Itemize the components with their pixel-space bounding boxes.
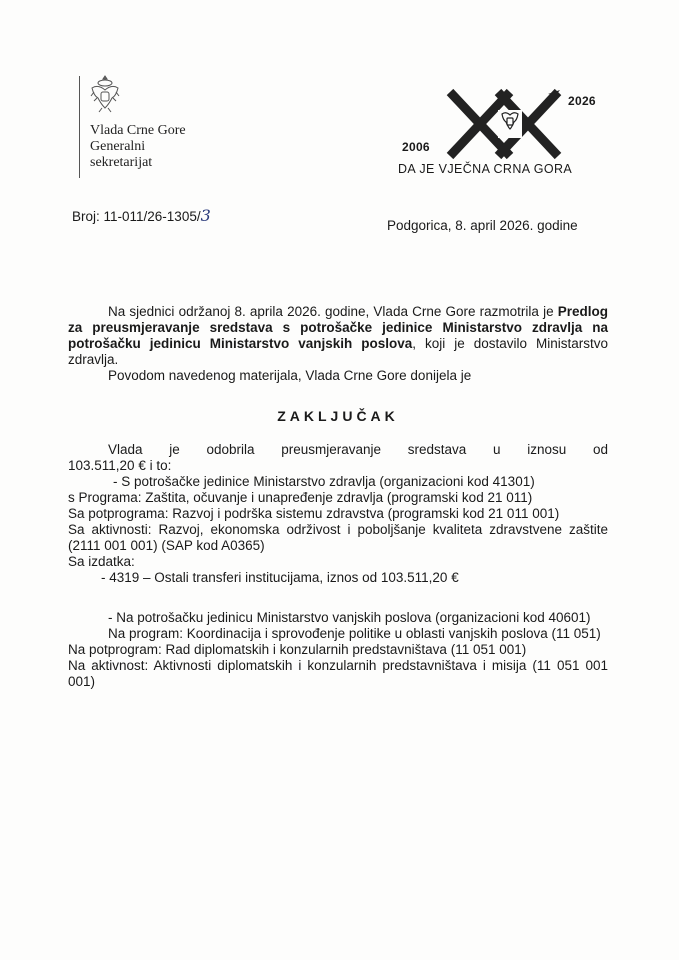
to-program: Na program: Koordinacija i sprovođenje politike u oblasti vanjskih poslova (11 051) <box>108 626 601 641</box>
logo-year-start: 2006 <box>402 140 430 154</box>
from-expense-label: Sa izdatka: <box>68 554 135 569</box>
to-activity: Na aktivnost: Aktivnosti diplomatskih i konzularnih predstavništava i misija (11 051 001 001) <box>68 658 608 689</box>
to-subprogram: Na potprogram: Rad diplomatskih i konzularnih predstavništava (11 051 001) <box>68 642 527 657</box>
org-line-1: Vlada Crne Gore <box>90 123 186 138</box>
from-subprogram: Sa potprograma: Razvoj i podrška sistemu zdravstva (programski kod 21 011 001) <box>68 506 560 521</box>
intro-paragraph-2: Povodom navedenog materijala, Vlada Crne Gore donijela je <box>108 368 472 383</box>
coat-of-arms-icon <box>88 74 122 114</box>
logo-slogan: DA JE VJEČNA CRNA GORA <box>398 162 573 176</box>
conclusion-line-2: 103.511,20 € i to: <box>68 458 172 473</box>
header-divider <box>79 76 80 178</box>
organization-name <box>90 123 186 171</box>
reference-number-handwritten: 3 <box>200 206 211 225</box>
reference-number <box>72 206 211 225</box>
to-unit: - Na potrošačku jedinicu Ministarstvo vanjskih poslova (organizacioni kod 40601) <box>108 610 591 625</box>
reference-number-text: Broj: 11-011/26-1305/ <box>72 209 201 224</box>
intro-bold-text: Predlog za preusmjeravanje sredstava s potrošačke jedinice Ministarstvo zdravlja na potrošačku jedinicu Ministarstvo vanjskih poslova <box>68 304 608 351</box>
intro-text-end: , koji je dostavilo Ministarstvo zdravlja. <box>68 336 608 367</box>
conclusion-title: ZAKLJUČAK <box>277 408 399 424</box>
org-line-3: sekretarijat <box>90 155 153 170</box>
from-unit: - S potrošačke jedinice Ministarstvo zdravlja (organizacioni kod 41301) <box>113 474 535 489</box>
from-activity: Sa aktivnosti: Razvoj, ekonomska održivost i poboljšanje kvaliteta zdravstvene zaštite (2111 001 001) (SAP kod A0365) <box>68 522 608 553</box>
intro-text: Na sjednici održanoj 8. aprila 2026. godine, Vlada Crne Gore razmotrila je <box>108 304 558 319</box>
anniversary-logo <box>398 88 610 183</box>
logo-year-end: 2026 <box>568 94 596 108</box>
org-line-2: Generalni <box>90 139 146 154</box>
document-date: Podgorica, 8. april 2026. godine <box>387 218 578 233</box>
from-program: s Programa: Zaštita, očuvanje i unapređenje zdravlja (programski kod 21 011) <box>68 490 533 505</box>
document-body <box>68 304 608 690</box>
from-expense: - 4319 – Ostali transferi institucijama, iznos od 103.511,20 € <box>101 570 459 585</box>
intro-paragraph-1 <box>68 304 608 368</box>
conclusion-line-1: Vlada je odobrila preusmjeravanje sredstava u iznosu od <box>108 442 608 457</box>
